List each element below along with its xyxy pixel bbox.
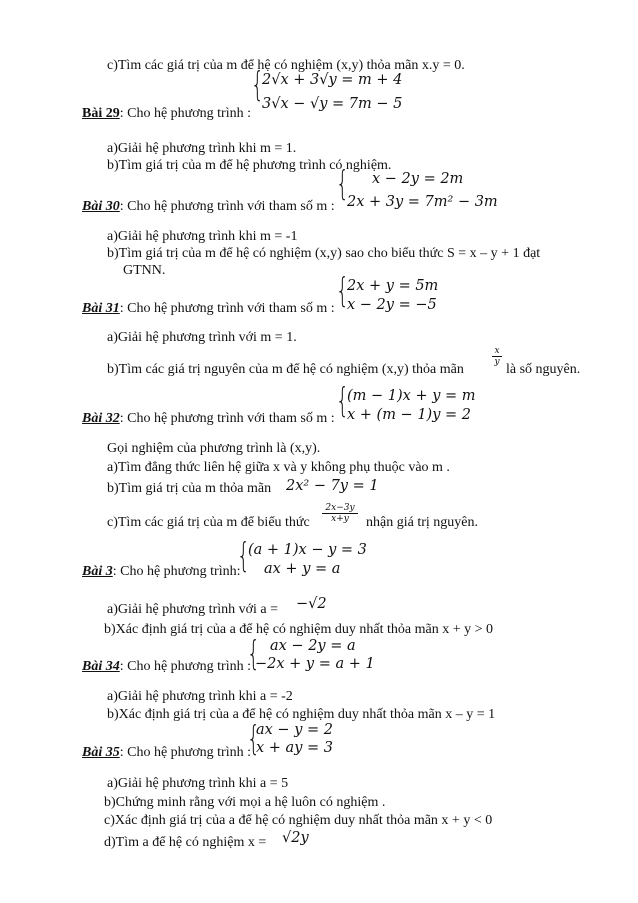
text-line: a)Giải hệ phương trình với a = [107,602,279,617]
system-brace: { [237,536,250,576]
text-line: a)Giải hệ phương trình khi m = -1 [107,229,298,244]
text-line: a)Giải hệ phương trình khi a = 5 [107,776,289,791]
text-line: GTNN. [123,263,166,278]
fraction-denominator: x+y [322,513,358,524]
text-line: nhận giá trị nguyên. [366,515,478,530]
equation: (a + 1)x − y = 3 [248,542,367,558]
exercise-text: : Cho hệ phương trình : [119,659,251,674]
system-brace: { [336,271,349,311]
equation: ax − y = 2 [256,722,333,738]
fraction-numerator: 2x−3y [325,503,355,513]
equation: 2x² − 7y = 1 [286,478,379,494]
equation: (m − 1)x + y = m [347,388,476,404]
exercise-heading [82,301,335,317]
system-brace: { [336,381,349,421]
system-brace: { [247,719,260,759]
exercise-text: : Cho hệ phương trình với tham số m : [119,301,335,316]
equation: ax − 2y = a [270,638,356,654]
text-line: b)Tìm các giá trị nguyên của m để hệ có nghiệm (x,y) thỏa mãn [107,362,464,377]
text-line: c)Tìm các giá trị của m để biểu thức [107,515,310,530]
exercise-text: : Cho hệ phương trình: [112,564,241,579]
equation: 2x + 3y = 7m² − 3m [347,194,498,210]
exercise-heading [82,199,335,215]
text-line: b)Tìm giá trị của m để hệ có nghiệm (x,y) sao cho biểu thức S = x – y + 1 đạt [107,246,541,261]
equation: 2√x + 3√y = m + 4 [262,72,403,88]
equation: 3√x − √y = 7m − 5 [262,96,403,112]
fraction [322,503,358,524]
text-line: c)Tìm các giá trị của m để hệ có nghiệm (x,y) thỏa mãn x.y = 0. [107,58,465,73]
text-line: a)Tìm đẳng thức liên hệ giữa x và y không phụ thuộc vào m . [107,460,450,475]
text-line: b)Chứng minh rằng với mọi a hệ luôn có nghiệm . [104,795,386,810]
exercise-label: Bài 3 [82,564,113,579]
exercise-text: : Cho hệ phương trình : [119,106,251,121]
text-line: c)Xác định giá trị của a để hệ có nghiệm duy nhất thỏa mãn x + y < 0 [104,813,493,828]
exercise-label: Bài 31 [82,301,120,316]
exercise-text: : Cho hệ phương trình với tham số m : [119,199,335,214]
equation: ax + y = a [264,561,341,577]
equation: −2x + y = a + 1 [255,656,375,672]
system-brace: { [251,65,264,105]
equation: √2y [282,830,309,846]
text-line: b)Xác định giá trị của a để hệ có nghiệm duy nhất thỏa mãn x + y > 0 [104,622,494,637]
text-line: b)Tìm giá trị của m thỏa mãn [107,481,272,496]
text-line: a)Giải hệ phương trình với m = 1. [107,330,297,345]
text-line: a)Giải hệ phương trình khi m = 1. [107,141,297,156]
text-line: Gọi nghiệm của phương trình là (x,y). [107,441,321,456]
exercise-text: : Cho hệ phương trình với tham số m : [119,411,335,426]
equation: x − 2y = −5 [347,297,437,313]
equation: x + ay = 3 [256,740,333,756]
text-line: d)Tìm a để hệ có nghiệm x = [104,835,267,850]
exercise-label: Bài 35 [82,745,120,760]
system-brace: { [247,634,260,674]
exercise-text: : Cho hệ phương trình : [119,745,251,760]
system-brace: { [336,164,349,204]
text-line: b)Tìm giá trị của m để hệ phương trình có nghiệm. [107,158,392,173]
exercise-heading [82,745,251,761]
text-line: a)Giải hệ phương trình khi a = -2 [107,689,293,704]
text-line: b)Xác định giá trị của a để hệ có nghiệm duy nhất thỏa mãn x – y = 1 [107,707,496,722]
fraction-numerator: x [494,346,500,356]
exercise-heading [82,564,241,580]
exercise-heading [82,411,335,427]
text-line: là số nguyên. [506,362,581,377]
fraction [492,346,502,367]
equation: x + (m − 1)y = 2 [347,407,471,423]
exercise-heading [82,659,251,675]
exercise-label: Bài 30 [82,199,120,214]
exercise-heading [82,106,251,122]
exercise-label: Bài 29 [82,106,120,121]
exercise-label: Bài 34 [82,659,120,674]
exercise-label: Bài 32 [82,411,120,426]
equation: 2x + y = 5m [347,278,439,294]
fraction-denominator: y [492,356,502,367]
equation: −√2 [296,596,327,612]
equation: x − 2y = 2m [372,171,464,187]
